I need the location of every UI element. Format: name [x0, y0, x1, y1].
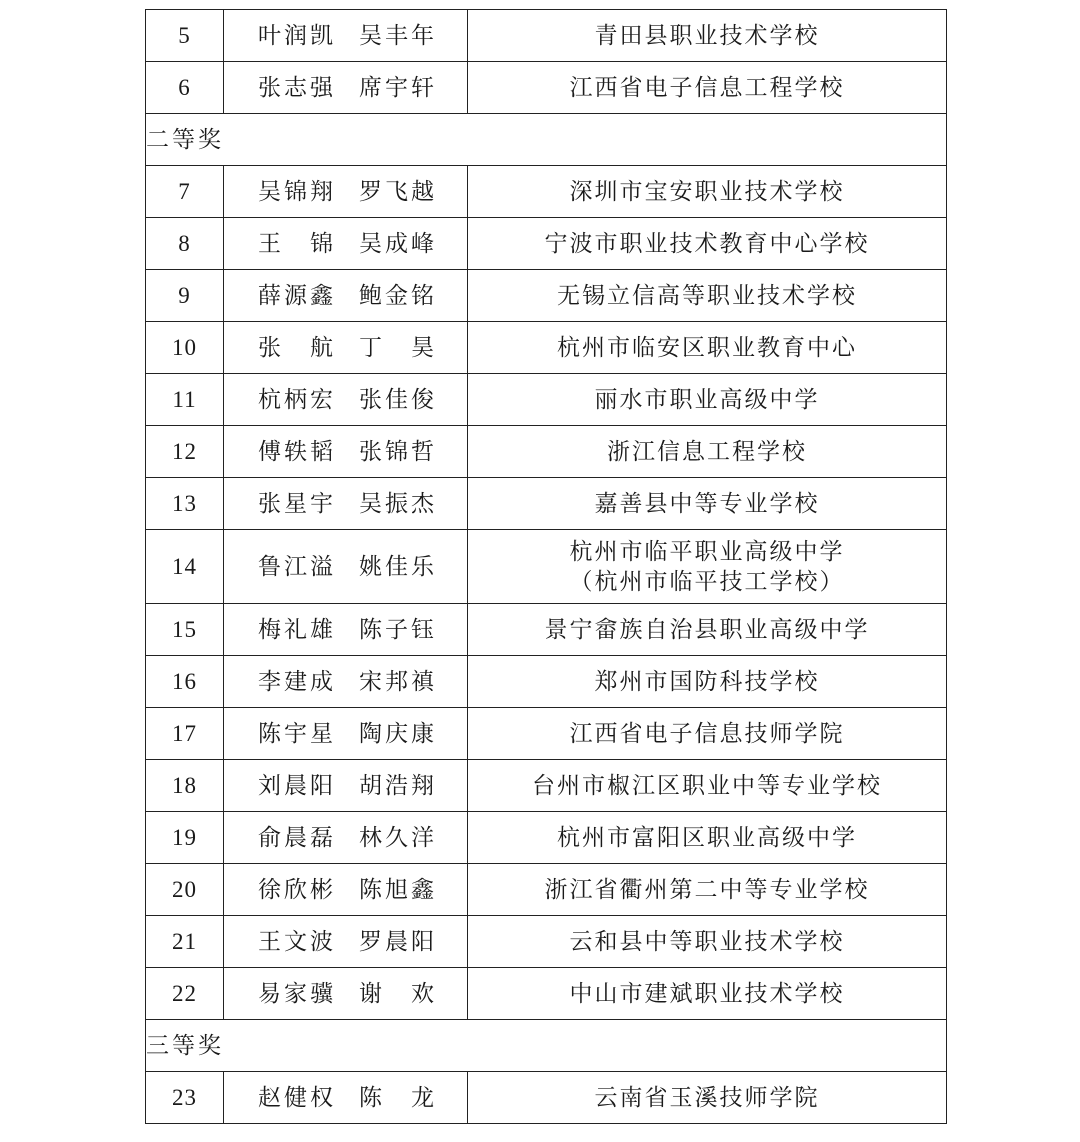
school-name-line: 浙江信息工程学校 — [607, 438, 807, 465]
school-name-line: 景宁畲族自治县职业高级中学 — [544, 616, 870, 643]
member-name-2: 宋邦禛 — [359, 668, 437, 695]
member-name-2: 罗晨阳 — [359, 928, 437, 955]
table-row — [146, 864, 947, 916]
member-name-1: 张星宇 — [258, 490, 336, 517]
member-name-1: 刘晨阳 — [258, 772, 336, 799]
member-name-1: 薛源鑫 — [258, 282, 336, 309]
member-name-1: 叶润凯 — [258, 22, 336, 49]
member-name-1: 傅轶韬 — [258, 438, 336, 465]
member-name-1: 易家骥 — [258, 980, 336, 1007]
school-name-line: 深圳市宝安职业技术学校 — [569, 178, 845, 205]
school-name — [468, 166, 947, 218]
section-label: 二等奖 — [146, 114, 947, 166]
table-row — [146, 478, 947, 530]
school-name-line: 杭州市富阳区职业高级中学 — [557, 824, 857, 851]
team-members — [224, 1072, 468, 1124]
school-name — [468, 62, 947, 114]
team-members — [224, 166, 468, 218]
member-name-1: 陈宇星 — [258, 720, 336, 747]
school-name — [468, 864, 947, 916]
section-row — [146, 1020, 947, 1072]
member-name-2: 鲍金铭 — [359, 282, 437, 309]
member-name-2: 胡浩翔 — [359, 772, 437, 799]
school-name — [468, 760, 947, 812]
school-name-line: 宁波市职业技术教育中心学校 — [544, 230, 870, 257]
rank-number: 7 — [146, 166, 224, 218]
member-name-1: 王 锦 — [258, 230, 336, 257]
school-name-line: 丽水市职业高级中学 — [594, 386, 820, 413]
member-name-2: 林久洋 — [359, 824, 437, 851]
table-row — [146, 374, 947, 426]
member-name-1: 王文波 — [258, 928, 336, 955]
member-name-1: 鲁江溢 — [258, 553, 336, 580]
team-members — [224, 10, 468, 62]
table-row — [146, 166, 947, 218]
member-name-1: 徐欣彬 — [258, 876, 336, 903]
section-row — [146, 114, 947, 166]
award-table — [145, 9, 947, 1124]
member-name-2: 姚佳乐 — [359, 553, 437, 580]
table-row — [146, 968, 947, 1020]
team-members — [224, 656, 468, 708]
team-members — [224, 812, 468, 864]
rank-number: 17 — [146, 708, 224, 760]
rank-number: 11 — [146, 374, 224, 426]
member-name-1: 吴锦翔 — [258, 178, 336, 205]
table-row — [146, 218, 947, 270]
school-name-line: 云南省玉溪技师学院 — [594, 1084, 820, 1111]
rank-number: 6 — [146, 62, 224, 114]
school-name-line: 青田县职业技术学校 — [594, 22, 820, 49]
school-name — [468, 270, 947, 322]
school-name — [468, 218, 947, 270]
table-row — [146, 1072, 947, 1124]
rank-number: 10 — [146, 322, 224, 374]
team-members — [224, 322, 468, 374]
table-row — [146, 812, 947, 864]
team-members — [224, 760, 468, 812]
school-name — [468, 968, 947, 1020]
rank-number: 5 — [146, 10, 224, 62]
school-name-line: 郑州市国防科技学校 — [594, 668, 820, 695]
team-members — [224, 62, 468, 114]
school-name-line: 江西省电子信息技师学院 — [569, 720, 845, 747]
school-name — [468, 812, 947, 864]
school-name-line: 杭州市临平职业高级中学 — [569, 538, 845, 565]
member-name-2: 吴振杰 — [359, 490, 437, 517]
school-name-line: 中山市建斌职业技术学校 — [569, 980, 845, 1007]
table-row — [146, 270, 947, 322]
table-row — [146, 322, 947, 374]
member-name-2: 丁 昊 — [359, 334, 437, 361]
team-members — [224, 530, 468, 604]
school-name-line: 江西省电子信息工程学校 — [569, 74, 845, 101]
table-row — [146, 916, 947, 968]
team-members — [224, 968, 468, 1020]
table-row — [146, 708, 947, 760]
team-members — [224, 864, 468, 916]
rank-number: 8 — [146, 218, 224, 270]
team-members — [224, 604, 468, 656]
member-name-1: 梅礼雄 — [258, 616, 336, 643]
school-name-line: 云和县中等职业技术学校 — [569, 928, 845, 955]
rank-number: 23 — [146, 1072, 224, 1124]
school-name-line: 台州市椒江区职业中等专业学校 — [532, 772, 882, 799]
team-members — [224, 426, 468, 478]
table-row — [146, 604, 947, 656]
member-name-2: 张佳俊 — [359, 386, 437, 413]
table-row — [146, 10, 947, 62]
rank-number: 22 — [146, 968, 224, 1020]
school-name-line: 杭州市临安区职业教育中心 — [557, 334, 857, 361]
member-name-1: 俞晨磊 — [258, 824, 336, 851]
rank-number: 12 — [146, 426, 224, 478]
school-name — [468, 478, 947, 530]
table-row — [146, 656, 947, 708]
rank-number: 14 — [146, 530, 224, 604]
school-name — [468, 322, 947, 374]
table-row — [146, 426, 947, 478]
rank-number: 19 — [146, 812, 224, 864]
table-row — [146, 530, 947, 604]
school-name — [468, 916, 947, 968]
team-members — [224, 478, 468, 530]
team-members — [224, 270, 468, 322]
school-name-line: 浙江省衢州第二中等专业学校 — [544, 876, 870, 903]
school-name — [468, 1072, 947, 1124]
member-name-2: 陈 龙 — [359, 1084, 437, 1111]
member-name-2: 席宇轩 — [359, 74, 437, 101]
rank-number: 15 — [146, 604, 224, 656]
team-members — [224, 374, 468, 426]
rank-number: 13 — [146, 478, 224, 530]
member-name-1: 张志强 — [258, 74, 336, 101]
school-name-line: （杭州市临平技工学校） — [569, 568, 845, 595]
school-name — [468, 656, 947, 708]
member-name-1: 赵健权 — [258, 1084, 336, 1111]
rank-number: 20 — [146, 864, 224, 916]
member-name-2: 陈子钰 — [359, 616, 437, 643]
member-name-1: 张 航 — [258, 334, 336, 361]
member-name-2: 陶庆康 — [359, 720, 437, 747]
school-name — [468, 374, 947, 426]
table-row — [146, 760, 947, 812]
table-row — [146, 62, 947, 114]
team-members — [224, 708, 468, 760]
member-name-2: 陈旭鑫 — [359, 876, 437, 903]
school-name-line: 嘉善县中等专业学校 — [594, 490, 820, 517]
school-name — [468, 530, 947, 604]
member-name-2: 谢 欢 — [359, 980, 437, 1007]
school-name-line: 无锡立信高等职业技术学校 — [557, 282, 857, 309]
member-name-1: 李建成 — [258, 668, 336, 695]
section-label: 三等奖 — [146, 1020, 947, 1072]
team-members — [224, 916, 468, 968]
school-name — [468, 708, 947, 760]
school-name — [468, 426, 947, 478]
member-name-2: 吴成峰 — [359, 230, 437, 257]
team-members — [224, 218, 468, 270]
member-name-2: 张锦哲 — [359, 438, 437, 465]
table-body — [146, 10, 947, 1124]
rank-number: 16 — [146, 656, 224, 708]
rank-number: 18 — [146, 760, 224, 812]
rank-number: 21 — [146, 916, 224, 968]
member-name-2: 罗飞越 — [359, 178, 437, 205]
member-name-2: 吴丰年 — [359, 22, 437, 49]
member-name-1: 杭柄宏 — [258, 386, 336, 413]
rank-number: 9 — [146, 270, 224, 322]
school-name — [468, 604, 947, 656]
school-name — [468, 10, 947, 62]
